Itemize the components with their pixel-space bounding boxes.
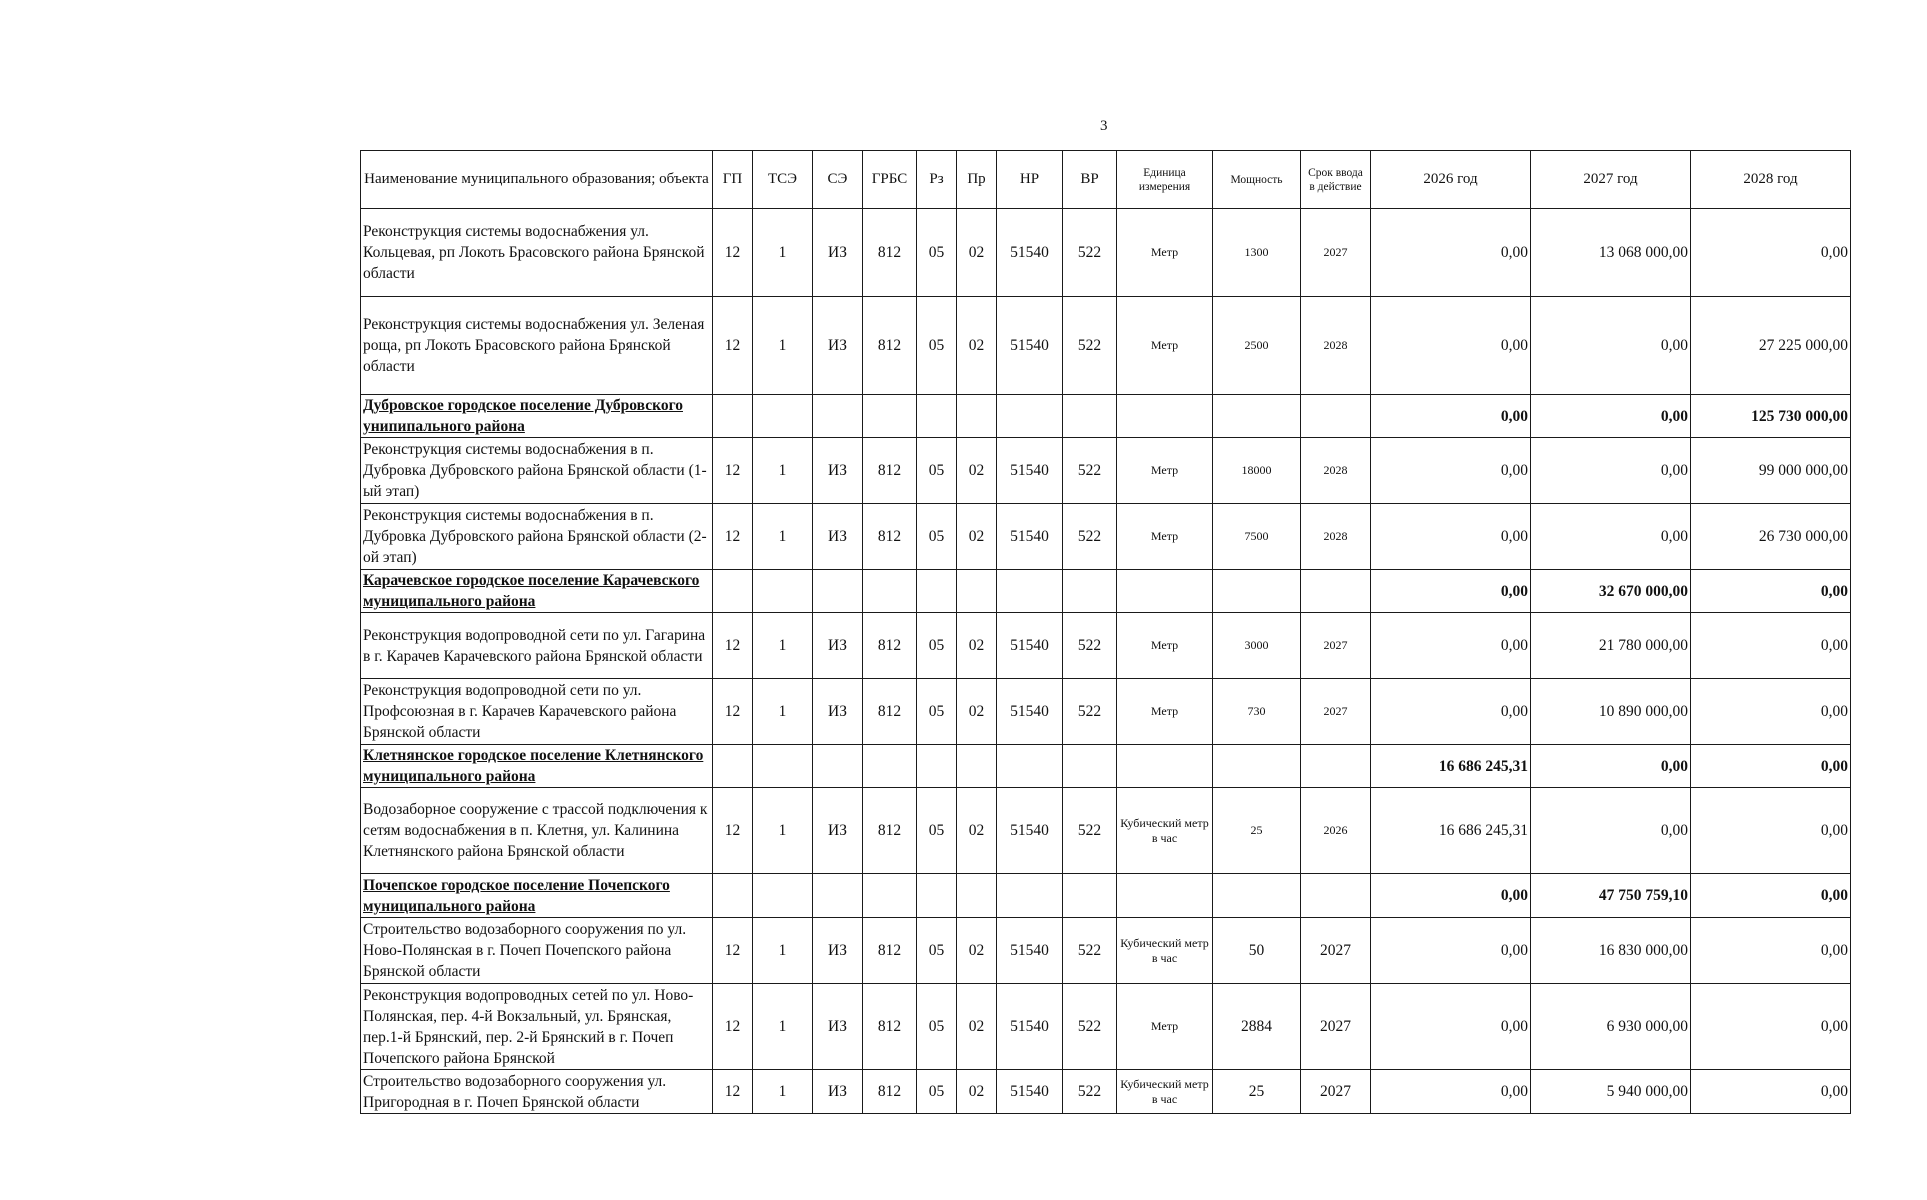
row-2027: 0,00 [1531, 438, 1691, 504]
row-2026: 0,00 [1371, 438, 1531, 504]
row-se: ИЗ [813, 613, 863, 679]
row-unit: Кубический метр в час [1117, 788, 1213, 874]
group-row [361, 395, 1851, 438]
row-name: Строительство водозаборного сооружения ул. Пригородная в г. Почеп Брянской области [361, 1070, 713, 1114]
row-gp [713, 874, 753, 918]
row-pr: 02 [957, 613, 997, 679]
header-pr: Пр [957, 151, 997, 209]
row-gp: 12 [713, 679, 753, 745]
row-gp: 12 [713, 984, 753, 1070]
row-2027: 0,00 [1531, 788, 1691, 874]
row-gp [713, 395, 753, 438]
row-nr: 51540 [997, 504, 1063, 570]
row-term: 2027 [1301, 984, 1371, 1070]
row-nr: 51540 [997, 297, 1063, 395]
row-2026: 0,00 [1371, 395, 1531, 438]
row-rz: 05 [917, 504, 957, 570]
row-power: 3000 [1213, 613, 1301, 679]
row-2027: 32 670 000,00 [1531, 570, 1691, 613]
header-grbs: ГРБС [863, 151, 917, 209]
row-grbs [863, 745, 917, 788]
row-power: 1300 [1213, 209, 1301, 297]
row-power [1213, 874, 1301, 918]
row-rz: 05 [917, 209, 957, 297]
row-2028: 0,00 [1691, 1070, 1851, 1114]
row-2026: 0,00 [1371, 984, 1531, 1070]
row-tse: 1 [753, 613, 813, 679]
row-vr: 522 [1063, 679, 1117, 745]
row-grbs: 812 [863, 679, 917, 745]
row-unit: Метр [1117, 984, 1213, 1070]
row-rz: 05 [917, 984, 957, 1070]
row-pr [957, 570, 997, 613]
row-2028: 0,00 [1691, 679, 1851, 745]
row-term: 2027 [1301, 918, 1371, 984]
row-power [1213, 395, 1301, 438]
row-unit: Метр [1117, 613, 1213, 679]
row-nr: 51540 [997, 984, 1063, 1070]
row-power: 7500 [1213, 504, 1301, 570]
row-2028: 0,00 [1691, 918, 1851, 984]
row-term: 2028 [1301, 504, 1371, 570]
row-tse: 1 [753, 297, 813, 395]
row-2028: 125 730 000,00 [1691, 395, 1851, 438]
row-2028: 0,00 [1691, 209, 1851, 297]
row-term: 2027 [1301, 1070, 1371, 1114]
row-nr [997, 395, 1063, 438]
row-nr: 51540 [997, 679, 1063, 745]
row-tse [753, 395, 813, 438]
row-pr: 02 [957, 438, 997, 504]
row-grbs [863, 395, 917, 438]
header-2028: 2028 год [1691, 151, 1851, 209]
row-gp: 12 [713, 918, 753, 984]
row-2027: 21 780 000,00 [1531, 613, 1691, 679]
row-pr: 02 [957, 984, 997, 1070]
header-unit: Единица измерения [1117, 151, 1213, 209]
row-grbs: 812 [863, 613, 917, 679]
row-pr: 02 [957, 788, 997, 874]
row-name: Реконструкция системы водоснабжения в п. Дубровка Дубровского района Брянской области (1-ый этап) [361, 438, 713, 504]
row-pr: 02 [957, 1070, 997, 1114]
row-2028: 0,00 [1691, 613, 1851, 679]
row-vr: 522 [1063, 918, 1117, 984]
row-2027: 16 830 000,00 [1531, 918, 1691, 984]
row-grbs: 812 [863, 297, 917, 395]
group-row [361, 745, 1851, 788]
row-2026: 0,00 [1371, 679, 1531, 745]
row-nr: 51540 [997, 613, 1063, 679]
budget-table [360, 150, 1851, 1114]
row-unit [1117, 395, 1213, 438]
row-rz [917, 874, 957, 918]
row-2026: 0,00 [1371, 297, 1531, 395]
row-se [813, 745, 863, 788]
row-unit: Метр [1117, 438, 1213, 504]
row-power: 50 [1213, 918, 1301, 984]
row-term [1301, 570, 1371, 613]
row-gp: 12 [713, 297, 753, 395]
row-tse: 1 [753, 438, 813, 504]
row-vr: 522 [1063, 438, 1117, 504]
row-tse: 1 [753, 1070, 813, 1114]
row-pr [957, 874, 997, 918]
row-2026: 0,00 [1371, 209, 1531, 297]
row-se [813, 570, 863, 613]
row-tse: 1 [753, 918, 813, 984]
row-gp: 12 [713, 504, 753, 570]
row-tse [753, 570, 813, 613]
row-unit: Метр [1117, 209, 1213, 297]
table-row [361, 209, 1851, 297]
row-2028: 0,00 [1691, 745, 1851, 788]
row-term: 2027 [1301, 613, 1371, 679]
row-rz [917, 745, 957, 788]
row-pr: 02 [957, 504, 997, 570]
row-tse: 1 [753, 788, 813, 874]
row-2028: 0,00 [1691, 874, 1851, 918]
row-name: Реконструкция водопроводной сети по ул. Гагарина в г. Карачев Карачевского района Брянской области [361, 613, 713, 679]
table-row [361, 438, 1851, 504]
row-power: 25 [1213, 788, 1301, 874]
row-power: 730 [1213, 679, 1301, 745]
group-name: Дубровское городское поселение Дубровского унипипального района [361, 395, 713, 438]
row-vr: 522 [1063, 209, 1117, 297]
row-2026: 16 686 245,31 [1371, 788, 1531, 874]
row-grbs: 812 [863, 1070, 917, 1114]
row-term: 2028 [1301, 297, 1371, 395]
row-rz: 05 [917, 679, 957, 745]
header-nr: НР [997, 151, 1063, 209]
row-2026: 0,00 [1371, 570, 1531, 613]
row-se: ИЗ [813, 679, 863, 745]
row-term [1301, 745, 1371, 788]
header-rz: Рз [917, 151, 957, 209]
row-term: 2028 [1301, 438, 1371, 504]
row-se: ИЗ [813, 788, 863, 874]
row-gp: 12 [713, 788, 753, 874]
row-rz: 05 [917, 1070, 957, 1114]
table-row [361, 788, 1851, 874]
row-name: Строительство водозаборного сооружения по ул. Ново-Полянская в г. Почеп Почепского района Брянской области [361, 918, 713, 984]
row-se: ИЗ [813, 918, 863, 984]
table-row [361, 613, 1851, 679]
table-row [361, 1070, 1851, 1114]
row-vr: 522 [1063, 297, 1117, 395]
row-gp [713, 570, 753, 613]
row-vr: 522 [1063, 984, 1117, 1070]
row-se: ИЗ [813, 984, 863, 1070]
row-2027: 0,00 [1531, 395, 1691, 438]
group-name: Карачевское городское поселение Карачевского муниципального района [361, 570, 713, 613]
row-nr [997, 570, 1063, 613]
header-term: Срок ввода в действие [1301, 151, 1371, 209]
row-2027: 47 750 759,10 [1531, 874, 1691, 918]
row-nr: 51540 [997, 209, 1063, 297]
row-nr [997, 874, 1063, 918]
row-2027: 0,00 [1531, 297, 1691, 395]
row-2028: 0,00 [1691, 984, 1851, 1070]
row-unit [1117, 745, 1213, 788]
row-term [1301, 874, 1371, 918]
table-row [361, 679, 1851, 745]
header-se: СЭ [813, 151, 863, 209]
row-vr [1063, 745, 1117, 788]
row-term: 2026 [1301, 788, 1371, 874]
header-power: Мощность [1213, 151, 1301, 209]
row-name: Водозаборное сооружение с трассой подключения к сетям водоснабжения в п. Клетня, ул. Калинина Клетнянского района Брянской области [361, 788, 713, 874]
row-vr: 522 [1063, 504, 1117, 570]
row-se: ИЗ [813, 209, 863, 297]
row-power [1213, 745, 1301, 788]
row-2028: 0,00 [1691, 788, 1851, 874]
row-2027: 10 890 000,00 [1531, 679, 1691, 745]
table-row [361, 984, 1851, 1070]
row-pr: 02 [957, 679, 997, 745]
row-tse: 1 [753, 984, 813, 1070]
row-2026: 0,00 [1371, 504, 1531, 570]
row-2027: 0,00 [1531, 504, 1691, 570]
row-name: Реконструкция системы водоснабжения в п. Дубровка Дубровского района Брянской области (2-ой этап) [361, 504, 713, 570]
row-rz: 05 [917, 613, 957, 679]
row-se: ИЗ [813, 297, 863, 395]
row-rz: 05 [917, 788, 957, 874]
table-row [361, 297, 1851, 395]
row-pr [957, 745, 997, 788]
row-vr [1063, 395, 1117, 438]
row-2026: 0,00 [1371, 1070, 1531, 1114]
row-vr: 522 [1063, 1070, 1117, 1114]
row-power: 2884 [1213, 984, 1301, 1070]
row-vr: 522 [1063, 613, 1117, 679]
row-2028: 27 225 000,00 [1691, 297, 1851, 395]
row-term: 2027 [1301, 679, 1371, 745]
row-grbs: 812 [863, 504, 917, 570]
header-tse: ТСЭ [753, 151, 813, 209]
row-unit: Метр [1117, 297, 1213, 395]
row-2027: 5 940 000,00 [1531, 1070, 1691, 1114]
row-unit [1117, 570, 1213, 613]
row-2028: 99 000 000,00 [1691, 438, 1851, 504]
row-unit: Кубический метр в час [1117, 1070, 1213, 1114]
header-row [361, 151, 1851, 209]
row-unit: Кубический метр в час [1117, 918, 1213, 984]
group-name: Почепское городское поселение Почепского муниципального района [361, 874, 713, 918]
row-se: ИЗ [813, 504, 863, 570]
row-2027: 13 068 000,00 [1531, 209, 1691, 297]
row-pr: 02 [957, 209, 997, 297]
row-unit: Метр [1117, 679, 1213, 745]
row-2026: 0,00 [1371, 918, 1531, 984]
row-se: ИЗ [813, 1070, 863, 1114]
row-tse: 1 [753, 679, 813, 745]
row-2028: 26 730 000,00 [1691, 504, 1851, 570]
row-rz: 05 [917, 297, 957, 395]
row-unit [1117, 874, 1213, 918]
row-gp: 12 [713, 613, 753, 679]
row-nr: 51540 [997, 788, 1063, 874]
row-vr [1063, 570, 1117, 613]
row-pr: 02 [957, 918, 997, 984]
row-grbs: 812 [863, 984, 917, 1070]
row-vr: 522 [1063, 788, 1117, 874]
row-rz: 05 [917, 438, 957, 504]
row-se: ИЗ [813, 438, 863, 504]
row-tse: 1 [753, 504, 813, 570]
row-nr: 51540 [997, 918, 1063, 984]
row-tse [753, 874, 813, 918]
row-vr [1063, 874, 1117, 918]
row-name: Реконструкция системы водоснабжения ул. Кольцевая, рп Локоть Брасовского района Брянской области [361, 209, 713, 297]
row-2027: 6 930 000,00 [1531, 984, 1691, 1070]
row-tse [753, 745, 813, 788]
header-name: Наименование муниципального образования; объекта [361, 151, 713, 209]
row-term [1301, 395, 1371, 438]
row-name: Реконструкция системы водоснабжения ул. Зеленая роща, рп Локоть Брасовского района Брянской области [361, 297, 713, 395]
row-nr [997, 745, 1063, 788]
row-grbs: 812 [863, 918, 917, 984]
header-vr: ВР [1063, 151, 1117, 209]
row-name: Реконструкция водопроводных сетей по ул. Ново-Полянская, пер. 4-й Вокзальный, ул. Брянская, пер.1-й Брянский, пер. 2-й Брянский в г. Почеп Почепского района Брянской [361, 984, 713, 1070]
row-pr [957, 395, 997, 438]
row-name: Реконструкция водопроводной сети по ул. Профсоюзная в г. Карачев Карачевского района Брянской области [361, 679, 713, 745]
row-2027: 0,00 [1531, 745, 1691, 788]
row-gp [713, 745, 753, 788]
table-row [361, 918, 1851, 984]
row-2028: 0,00 [1691, 570, 1851, 613]
row-grbs: 812 [863, 788, 917, 874]
row-rz: 05 [917, 918, 957, 984]
row-rz [917, 570, 957, 613]
row-2026: 0,00 [1371, 874, 1531, 918]
row-se [813, 874, 863, 918]
row-power: 18000 [1213, 438, 1301, 504]
page-number: 3 [1100, 118, 1108, 134]
row-tse: 1 [753, 209, 813, 297]
header-2026: 2026 год [1371, 151, 1531, 209]
row-power [1213, 570, 1301, 613]
row-rz [917, 395, 957, 438]
row-power: 2500 [1213, 297, 1301, 395]
row-nr: 51540 [997, 438, 1063, 504]
group-name: Клетнянское городское поселение Клетнянского муниципального района [361, 745, 713, 788]
row-gp: 12 [713, 209, 753, 297]
row-nr: 51540 [997, 1070, 1063, 1114]
group-row [361, 874, 1851, 918]
row-grbs: 812 [863, 209, 917, 297]
row-2026: 0,00 [1371, 613, 1531, 679]
row-gp: 12 [713, 438, 753, 504]
row-pr: 02 [957, 297, 997, 395]
header-gp: ГП [713, 151, 753, 209]
row-unit: Метр [1117, 504, 1213, 570]
header-2027: 2027 год [1531, 151, 1691, 209]
row-gp: 12 [713, 1070, 753, 1114]
row-2026: 16 686 245,31 [1371, 745, 1531, 788]
row-power: 25 [1213, 1070, 1301, 1114]
group-row [361, 570, 1851, 613]
row-term: 2027 [1301, 209, 1371, 297]
row-se [813, 395, 863, 438]
row-grbs: 812 [863, 438, 917, 504]
row-grbs [863, 874, 917, 918]
row-grbs [863, 570, 917, 613]
table-row [361, 504, 1851, 570]
